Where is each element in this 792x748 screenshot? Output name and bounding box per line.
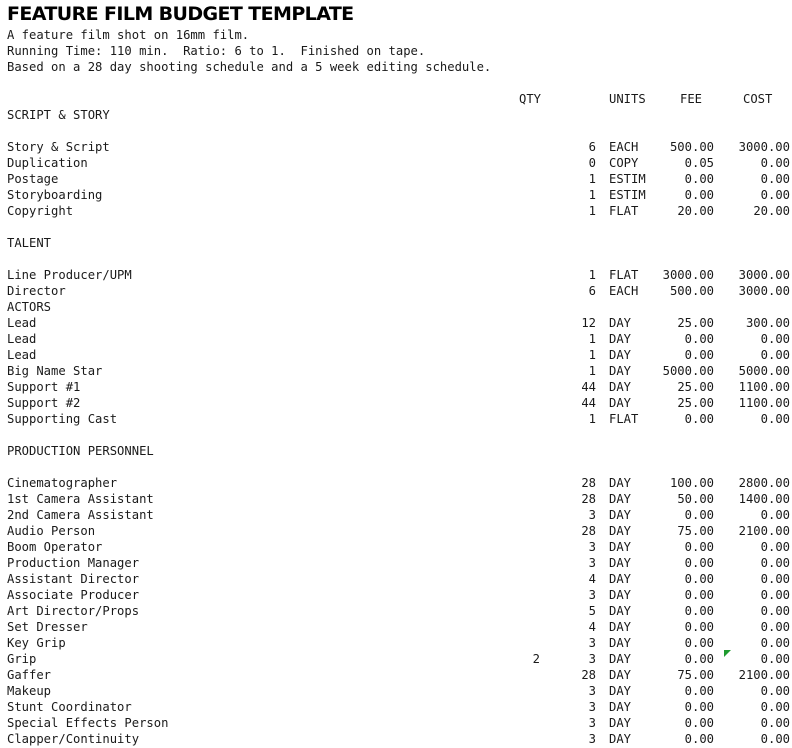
line-item-fee-cell[interactable]: 0.00 [684,412,714,426]
line-item-name-cell[interactable]: 2nd Camera Assistant [7,508,154,522]
line-item-name-cell[interactable]: Duplication [7,156,88,170]
line-item-qty-cell[interactable]: 1 [588,332,596,346]
line-item-qty-cell[interactable]: 12 [581,316,596,330]
line-item-cost-cell[interactable]: 0.00 [760,652,790,666]
line-item-fee-cell[interactable]: 0.00 [684,652,714,666]
line-item-qty-cell[interactable]: 3 [588,540,596,554]
line-item-fee-cell[interactable]: 0.05 [684,156,714,170]
section-heading: SCRIPT & STORY [7,108,110,122]
budget-line-item [0,315,792,331]
budget-line-item [0,395,792,411]
line-item-cost-cell[interactable]: 0.00 [760,572,790,586]
line-item-qty-cell[interactable]: 44 [581,396,596,410]
budget-line-item [0,683,792,699]
line-item-fee-cell[interactable]: 20.00 [677,204,714,218]
budget-line-item [0,635,792,651]
line-item-cost-cell[interactable]: 1100.00 [738,396,790,410]
group-label: ACTORS [7,300,52,314]
line-item-unit-cell[interactable]: FLAT [609,412,639,426]
line-item-cost-cell[interactable]: 0.00 [760,332,790,346]
line-item-qty-cell[interactable]: 6 [588,284,596,298]
line-item-qty-cell[interactable]: 3 [588,556,596,570]
line-item-qty-cell[interactable]: 4 [588,620,596,634]
budget-line-item [0,619,792,635]
budget-line-item [0,155,792,171]
line-item-cost-cell[interactable]: 3000.00 [738,140,790,154]
line-item-fee-cell[interactable]: 25.00 [677,316,714,330]
budget-line-item [0,571,792,587]
line-item-name-cell[interactable]: Makeup [7,684,52,698]
line-item-qty-cell[interactable]: 3 [588,732,596,746]
budget-line-item [0,507,792,523]
line-item-unit-cell[interactable]: DAY [609,540,632,554]
line-item-unit-cell[interactable]: DAY [609,652,632,666]
budget-line-item [0,331,792,347]
line-item-qty-cell[interactable]: 6 [588,140,596,154]
line-item-cost-cell[interactable]: 300.00 [745,316,790,330]
line-item-name-cell[interactable]: Postage [7,172,59,186]
line-item-fee-cell[interactable]: 0.00 [684,684,714,698]
line-item-unit-cell[interactable]: DAY [609,492,632,506]
line-item-name-cell[interactable]: Special Effects Person [7,716,169,730]
line-item-qty-cell[interactable]: 1 [588,412,596,426]
line-item-unit-cell[interactable]: DAY [609,508,632,522]
units-column-header: UNITS [609,92,646,106]
budget-line-item [0,699,792,715]
line-item-fee-cell[interactable]: 0.00 [684,540,714,554]
line-item-name-cell[interactable]: Boom Operator [7,540,103,554]
line-item-fee-cell[interactable]: 5000.00 [662,364,714,378]
line-item-name-cell[interactable]: Associate Producer [7,588,140,602]
line-item-unit-cell[interactable]: DAY [609,684,632,698]
line-item-name-cell[interactable]: Director [7,284,66,298]
line-item-fee-cell[interactable]: 0.00 [684,716,714,730]
line-item-unit-cell[interactable]: ESTIM [609,188,646,202]
line-item-fee-cell[interactable]: 25.00 [677,380,714,394]
line-item-cost-cell[interactable]: 0.00 [760,412,790,426]
line-item-qty-cell[interactable]: 5 [588,604,596,618]
line-item-cost-cell[interactable]: 0.00 [760,620,790,634]
line-item-name-cell[interactable]: Line Producer/UPM [7,268,132,282]
line-item-fee-cell[interactable]: 100.00 [669,476,714,490]
budget-line-item [0,139,792,155]
line-item-unit-cell[interactable]: DAY [609,556,632,570]
budget-line-item [0,731,792,747]
budget-line-item [0,539,792,555]
budget-line-item [0,171,792,187]
line-item-qty-cell[interactable]: 3 [588,700,596,714]
line-item-unit-cell[interactable]: FLAT [609,204,639,218]
line-item-name-cell[interactable]: Lead [7,332,37,346]
line-item-unit-cell[interactable]: DAY [609,364,632,378]
budget-line-item [0,203,792,219]
line-item-unit-cell[interactable]: DAY [609,620,632,634]
line-item-unit-cell[interactable]: DAY [609,604,632,618]
description-line: Based on a 28 day shooting schedule and a 5 week editing schedule. [7,60,492,74]
budget-line-item [0,363,792,379]
line-item-qty-cell[interactable]: 1 [588,364,596,378]
line-item-qty-cell[interactable]: 0 [588,156,596,170]
line-item-qty-cell[interactable]: 44 [581,380,596,394]
line-item-unit-cell[interactable]: EACH [609,140,639,154]
line-item-cost-cell[interactable]: 2100.00 [738,524,790,538]
line-item-name-cell[interactable]: Cinematographer [7,476,118,490]
line-item-qty-cell[interactable]: 28 [581,492,596,506]
line-item-unit-cell[interactable]: ESTIM [609,172,646,186]
line-item-name-cell[interactable]: Key Grip [7,636,66,650]
line-item-name-cell[interactable]: Audio Person [7,524,96,538]
line-item-cost-cell[interactable]: 0.00 [760,732,790,746]
line-item-unit-cell[interactable]: DAY [609,524,632,538]
group-label-row [0,299,792,315]
line-item-extra-cell[interactable]: 2 [532,652,540,666]
budget-line-item [0,651,792,667]
cost-column-header: COST [743,92,773,106]
line-item-cost-cell[interactable]: 0.00 [760,684,790,698]
line-item-name-cell[interactable]: Big Name Star [7,364,103,378]
line-item-fee-cell[interactable]: 0.00 [684,604,714,618]
line-item-fee-cell[interactable]: 0.00 [684,732,714,746]
line-item-cost-cell[interactable]: 0.00 [760,156,790,170]
line-item-qty-cell[interactable]: 1 [588,172,596,186]
line-item-unit-cell[interactable]: DAY [609,316,632,330]
line-item-unit-cell[interactable]: DAY [609,396,632,410]
line-item-unit-cell[interactable]: DAY [609,668,632,682]
line-item-fee-cell[interactable]: 500.00 [669,140,714,154]
line-item-cost-cell[interactable]: 1400.00 [738,492,790,506]
line-item-fee-cell[interactable]: 500.00 [669,284,714,298]
column-header-row [0,91,792,107]
line-item-name-cell[interactable]: Lead [7,348,37,362]
comment-indicator-icon[interactable] [724,650,731,657]
line-item-fee-cell[interactable]: 0.00 [684,508,714,522]
line-item-fee-cell[interactable]: 75.00 [677,668,714,682]
line-item-fee-cell[interactable]: 0.00 [684,556,714,570]
line-item-qty-cell[interactable]: 1 [588,204,596,218]
line-item-cost-cell[interactable]: 0.00 [760,636,790,650]
line-item-cost-cell[interactable]: 0.00 [760,188,790,202]
description-line: A feature film shot on 16mm film. [7,28,250,42]
section-heading-row [0,107,792,123]
line-item-cost-cell[interactable]: 3000.00 [738,268,790,282]
line-item-unit-cell[interactable]: DAY [609,348,632,362]
line-item-unit-cell[interactable]: DAY [609,716,632,730]
line-item-qty-cell[interactable]: 1 [588,188,596,202]
section-heading: PRODUCTION PERSONNEL [7,444,154,458]
line-item-fee-cell[interactable]: 0.00 [684,636,714,650]
line-item-name-cell[interactable]: Set Dresser [7,620,88,634]
budget-line-item [0,475,792,491]
line-item-cost-cell[interactable]: 5000.00 [738,364,790,378]
fee-column-header: FEE [680,92,703,106]
line-item-unit-cell[interactable]: COPY [609,156,639,170]
line-item-unit-cell[interactable]: DAY [609,588,632,602]
qty-column-header: QTY [519,92,542,106]
line-item-name-cell[interactable]: Copyright [7,204,74,218]
line-item-fee-cell[interactable]: 0.00 [684,700,714,714]
line-item-name-cell[interactable]: Storyboarding [7,188,103,202]
budget-line-item [0,347,792,363]
line-item-unit-cell[interactable]: DAY [609,572,632,586]
line-item-fee-cell[interactable]: 75.00 [677,524,714,538]
line-item-qty-cell[interactable]: 3 [588,684,596,698]
budget-line-item [0,491,792,507]
line-item-cost-cell[interactable]: 1100.00 [738,380,790,394]
line-item-qty-cell[interactable]: 28 [581,668,596,682]
budget-line-item [0,379,792,395]
line-item-cost-cell[interactable]: 2100.00 [738,668,790,682]
line-item-qty-cell[interactable]: 28 [581,524,596,538]
line-item-cost-cell[interactable]: 2800.00 [738,476,790,490]
budget-line-item [0,523,792,539]
line-item-name-cell[interactable]: Gaffer [7,668,52,682]
line-item-name-cell[interactable]: Grip [7,652,37,666]
line-item-name-cell[interactable]: 1st Camera Assistant [7,492,154,506]
line-item-name-cell[interactable]: Clapper/Continuity [7,732,140,746]
budget-line-item [0,555,792,571]
line-item-name-cell[interactable]: Assistant Director [7,572,140,586]
line-item-cost-cell[interactable]: 0.00 [760,604,790,618]
line-item-name-cell[interactable]: Support #2 [7,396,81,410]
line-item-cost-cell[interactable]: 0.00 [760,556,790,570]
line-item-unit-cell[interactable]: DAY [609,636,632,650]
line-item-name-cell[interactable]: Production Manager [7,556,140,570]
line-item-cost-cell[interactable]: 3000.00 [738,284,790,298]
section-heading: TALENT [7,236,52,250]
description-line: Running Time: 110 min. Ratio: 6 to 1. Finished on tape. [7,44,426,58]
line-item-fee-cell[interactable]: 50.00 [677,492,714,506]
section-heading-row [0,443,792,459]
line-item-fee-cell[interactable]: 0.00 [684,588,714,602]
line-item-fee-cell[interactable]: 25.00 [677,396,714,410]
line-item-cost-cell[interactable]: 0.00 [760,588,790,602]
line-item-unit-cell[interactable]: DAY [609,476,632,490]
line-item-qty-cell[interactable]: 3 [588,636,596,650]
line-item-fee-cell[interactable]: 0.00 [684,348,714,362]
line-item-fee-cell[interactable]: 0.00 [684,172,714,186]
line-item-cost-cell[interactable]: 0.00 [760,508,790,522]
line-item-qty-cell[interactable]: 3 [588,508,596,522]
line-item-unit-cell[interactable]: DAY [609,380,632,394]
line-item-cost-cell[interactable]: 0.00 [760,700,790,714]
budget-line-item [0,587,792,603]
line-item-qty-cell[interactable]: 4 [588,572,596,586]
budget-line-item [0,283,792,299]
line-item-unit-cell[interactable]: DAY [609,732,632,746]
line-item-qty-cell[interactable]: 28 [581,476,596,490]
section-heading-row [0,235,792,251]
line-item-fee-cell[interactable]: 0.00 [684,572,714,586]
page-title: FEATURE FILM BUDGET TEMPLATE [7,3,354,25]
line-item-qty-cell[interactable]: 3 [588,652,596,666]
line-item-fee-cell[interactable]: 0.00 [684,188,714,202]
line-item-name-cell[interactable]: Art Director/Props [7,604,140,618]
line-item-qty-cell[interactable]: 1 [588,268,596,282]
line-item-name-cell[interactable]: Support #1 [7,380,81,394]
line-item-name-cell[interactable]: Stunt Coordinator [7,700,132,714]
line-item-cost-cell[interactable]: 0.00 [760,348,790,362]
line-item-unit-cell[interactable]: DAY [609,332,632,346]
line-item-unit-cell[interactable]: EACH [609,284,639,298]
line-item-unit-cell[interactable]: FLAT [609,268,639,282]
budget-line-item [0,667,792,683]
budget-line-item [0,187,792,203]
budget-line-item [0,603,792,619]
line-item-name-cell[interactable]: Story & Script [7,140,110,154]
line-item-unit-cell[interactable]: DAY [609,700,632,714]
budget-line-item [0,267,792,283]
line-item-qty-cell[interactable]: 1 [588,348,596,362]
line-item-cost-cell[interactable]: 20.00 [753,204,790,218]
budget-line-item [0,715,792,731]
line-item-name-cell[interactable]: Supporting Cast [7,412,118,426]
line-item-qty-cell[interactable]: 3 [588,588,596,602]
line-item-fee-cell[interactable]: 0.00 [684,332,714,346]
line-item-cost-cell[interactable]: 0.00 [760,540,790,554]
line-item-cost-cell[interactable]: 0.00 [760,172,790,186]
line-item-fee-cell[interactable]: 0.00 [684,620,714,634]
line-item-cost-cell[interactable]: 0.00 [760,716,790,730]
line-item-fee-cell[interactable]: 3000.00 [662,268,714,282]
line-item-qty-cell[interactable]: 3 [588,716,596,730]
budget-line-item [0,411,792,427]
line-item-name-cell[interactable]: Lead [7,316,37,330]
